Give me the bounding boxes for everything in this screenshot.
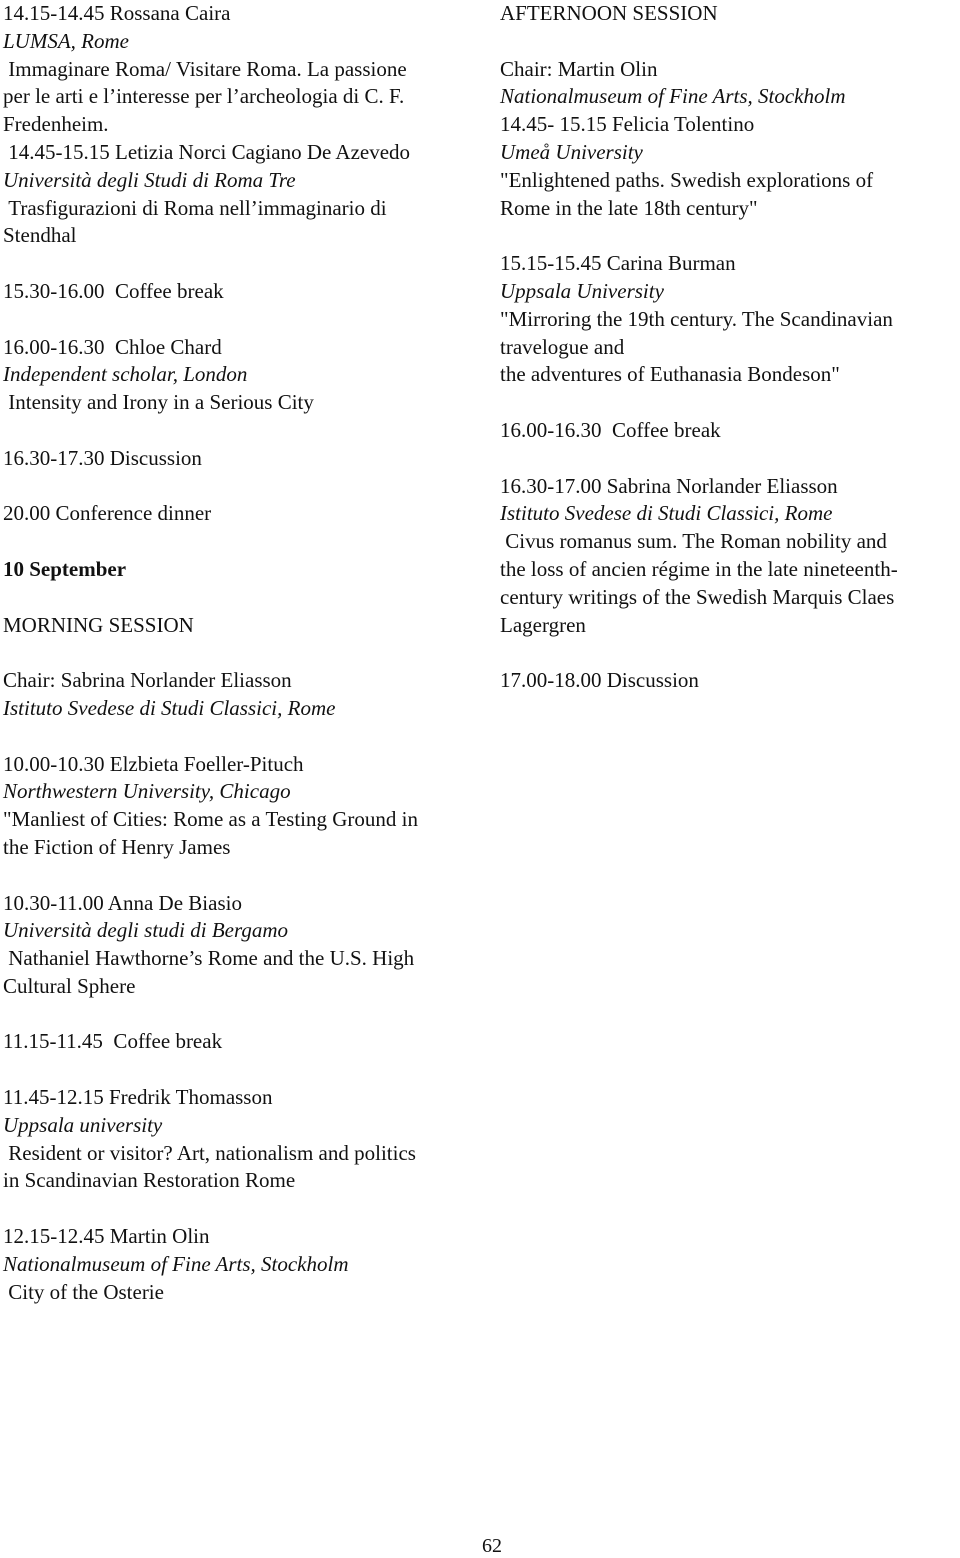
affiliation-line: Università degli studi di Bergamo: [3, 918, 289, 943]
spacer: [3, 584, 487, 612]
affiliation-line: Northwestern University, Chicago: [3, 779, 291, 804]
program-line: 20.00 Conference dinner: [3, 501, 212, 526]
program-line: Civus romanus sum. The Roman nobility and: [500, 529, 887, 554]
right-column: [500, 0, 955, 695]
spacer: [3, 639, 487, 667]
program-line: Intensity and Irony in a Serious City: [3, 390, 320, 415]
spacer: [3, 723, 487, 751]
program-line: AFTERNOON SESSION: [500, 1, 718, 25]
program-line: MORNING SESSION: [3, 612, 194, 637]
program-line: "Enlightened paths. Swedish explorations of: [500, 167, 874, 192]
spacer: [500, 28, 955, 56]
program-line: 14.15-14.45 Rossana Caira: [3, 1, 231, 25]
program-line: Chair: Martin Olin: [500, 56, 658, 81]
program-line: Chair: Sabrina Norlander Eliasson: [3, 668, 292, 693]
program-line: 17.00-18.00 Discussion: [500, 668, 699, 693]
program-line: century writings of the Swedish Marquis Claes: [500, 584, 895, 609]
spacer: [3, 1195, 487, 1223]
program-line: the loss of ancien régime in the late nineteenth-: [500, 556, 898, 581]
page-number: 62: [482, 1535, 502, 1557]
program-line: the Fiction of Henry James: [3, 834, 236, 859]
program-line: 16.00-16.30 Coffee break: [500, 417, 721, 442]
program-line: Stendhal: [3, 223, 82, 248]
program-line: "Manliest of Cities: Rome as a Testing Ground in: [3, 807, 419, 832]
spacer: [3, 528, 487, 556]
program-line: 11.15-11.45 Coffee break: [3, 1029, 223, 1054]
spacer: [500, 639, 955, 667]
program-line: Rome in the late 18th century": [500, 195, 758, 220]
affiliation-line: LUMSA, Rome: [3, 28, 129, 53]
program-line: 10.00-10.30 Elzbieta Foeller-Pituch: [3, 751, 304, 776]
program-line: 16.00-16.30 Chloe Chard: [3, 334, 222, 359]
program-line: Lagergren: [500, 612, 592, 637]
program-line: 15.15-15.45 Carina Burman: [500, 251, 736, 276]
program-line: in Scandinavian Restoration Rome: [3, 1168, 301, 1193]
spacer: [3, 306, 487, 334]
day-heading: 10 September: [3, 556, 127, 581]
program-line: 12.15-12.45 Martin Olin: [3, 1224, 210, 1249]
program-line: 15.30-16.00 Coffee break: [3, 278, 224, 303]
spacer: [3, 1001, 487, 1029]
spacer: [500, 222, 955, 250]
program-line: "Mirroring the 19th century. The Scandinavian: [500, 306, 893, 331]
program-line: Cultural Sphere: [3, 973, 141, 998]
program-line: 16.30-17.00 Sabrina Norlander Eliasson: [500, 473, 838, 498]
spacer: [500, 389, 955, 417]
program-line: Resident or visitor? Art, nationalism and politics: [3, 1140, 416, 1165]
spacer: [3, 473, 487, 501]
affiliation-line: Independent scholar, London: [3, 362, 248, 387]
program-line: Immaginare Roma/ Visitare Roma. La passione: [3, 56, 407, 81]
program-line: Nathaniel Hawthorne’s Rome and the U.S. High: [3, 946, 415, 971]
affiliation-line: Università degli Studi di Roma Tre: [3, 167, 296, 192]
spacer: [3, 250, 487, 278]
affiliation-line: Istituto Svedese di Studi Classici, Rome: [3, 695, 336, 720]
affiliation-line: Nationalmuseum of Fine Arts, Stockholm: [500, 84, 846, 109]
affiliation-line: Uppsala university: [3, 1112, 163, 1137]
left-column: [3, 0, 487, 1306]
program-line: 16.30-17.30 Discussion: [3, 445, 202, 470]
program-line: Fredenheim.: [3, 112, 114, 137]
spacer: [3, 862, 487, 890]
program-line: per le arti e l’interesse per l’archeologia di C. F.: [3, 84, 405, 109]
affiliation-line: Istituto Svedese di Studi Classici, Rome: [500, 501, 833, 526]
spacer: [3, 417, 487, 445]
program-line: 14.45- 15.15 Felicia Tolentino: [500, 112, 755, 137]
spacer: [3, 1056, 487, 1084]
program-line: 11.45-12.15 Fredrik Thomasson: [3, 1085, 273, 1110]
affiliation-line: Nationalmuseum of Fine Arts, Stockholm: [3, 1251, 349, 1276]
affiliation-line: Uppsala University: [500, 278, 664, 303]
spacer: [500, 445, 955, 473]
program-line: 14.45-15.15 Letizia Norci Cagiano De Azevedo: [3, 139, 411, 164]
program-line: 10.30-11.00 Anna De Biasio: [3, 890, 242, 915]
affiliation-line: Umeå University: [500, 139, 643, 164]
program-line: City of the Osterie: [3, 1279, 170, 1304]
program-line: travelogue and: [500, 334, 625, 359]
program-line: the adventures of Euthanasia Bondeson": [500, 362, 840, 387]
program-line: Trasfigurazioni di Roma nell’immaginario di: [3, 195, 387, 220]
